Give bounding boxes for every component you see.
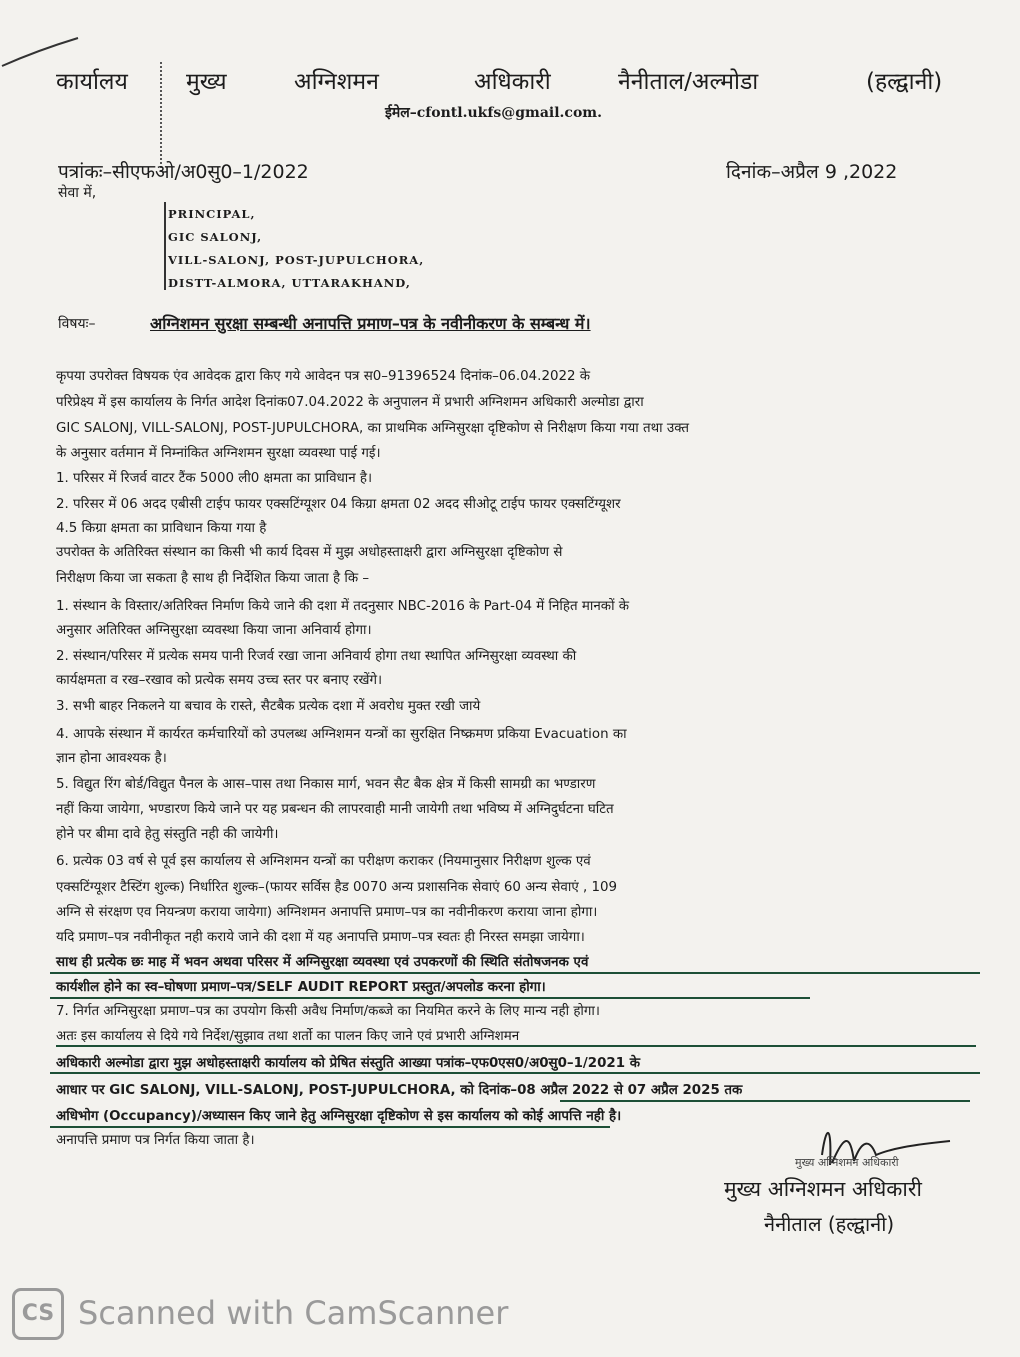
body-line: 3. सभी बाहर निकलने या बचाव के रास्ते, सैटबैक प्रत्येक दशा में अवरोध मुक्त रखी जाये: [56, 699, 481, 714]
green-underline: [56, 1045, 976, 1047]
body-line: अनुसार अतिरिक्त अग्निसुरक्षा व्यवस्था किया जाना अनिवार्य होगा।: [56, 623, 372, 638]
body-line: कार्यक्षमता व रख–रखाव को प्रत्येक समय उच्च स्तर पर बनाए रखेंगे।: [56, 673, 383, 688]
green-underline: [50, 1072, 980, 1074]
body-line: अग्नि से संरक्षण एव नियन्त्रण कराया जायेगा) अग्निशमन अनापत्ति प्रमाण–पत्र का नवीनीकरण कराया जाना होगा।: [56, 905, 598, 920]
body-line: 7. निर्गत अग्निसुरक्षा प्रमाण–पत्र का उपयोग किसी अवैध निर्माण/कब्जे का नियमित करने के लिए मान्य नही होगा।: [56, 1004, 600, 1019]
header-email: ईमेल–cfontl.ukfs@gmail.com.: [385, 105, 602, 121]
body-line: अनापत्ति प्रमाण पत्र निर्गत किया जाता है।: [56, 1133, 255, 1148]
body-line: के अनुसार वर्तमान में निम्नांकित अग्निशमन सुरक्षा व्यवस्था पाई गई।: [56, 446, 381, 461]
body-line: एक्सटिंग्यूशर टैस्टिंग शुल्क) निर्धारित शुल्क–(फायर सर्विस हैड 0070 अन्य प्रशासनिक सेवाएं 60 अन्य सेवाएं , 109: [56, 880, 618, 895]
body-line: 1. संस्थान के विस्तार/अतिरिक्त निर्माण किये जाने की दशा में तदनुसार NBC-2016 के Part-04 में निहित मानकों के: [56, 599, 630, 614]
body-line: निरीक्षण किया जा सकता है साथ ही निर्देशित किया जाता है कि –: [56, 571, 370, 586]
address-line: PRINCIPAL,: [168, 207, 256, 221]
signatory-title: मुख्य अग्निशमन अधिकारी: [724, 1177, 922, 1201]
body-line: अतः इस कार्यालय से दिये गये निर्देश/सुझाव तथा शर्तो का पालन किए जाने एवं प्रभारी अग्निशमन: [56, 1029, 520, 1044]
signatory-place: नैनीताल (हल्द्वानी): [764, 1212, 895, 1236]
body-line-highlighted: साथ ही प्रत्येक छः माह में भवन अथवा परिसर में अग्निसुरक्षा व्यवस्था एवं उपकरणों की स्थिति संतोषजनक एवं: [56, 955, 589, 970]
green-underline: [560, 1100, 970, 1102]
camscanner-watermark: Scanned with CamScanner: [78, 1294, 509, 1332]
body-line: नहीं किया जायेगा, भण्डारण किये जाने पर यह प्रबन्धन की लापरवाही मानी जायेगी तथा भविष्य में अग्निदुर्घटना घटित: [56, 802, 614, 817]
subject-label: विषयः–: [58, 316, 96, 332]
green-underline: [50, 997, 810, 999]
address-line: GIC SALONJ,: [168, 230, 263, 244]
body-line: 5. विद्युत रिंग बोर्ड/विद्युत पैनल के आस–पास तथा निकास मार्ग, भवन सैट बैक क्षेत्र में किसी सामग्री का भण्डारण: [56, 777, 596, 792]
body-line: कृपया उपरोक्त विषयक एंव आवेदक द्वारा किए गये आवेदन पत्र स0–91396524 दिनांक–06.04.2022 के: [56, 369, 591, 384]
margin-dotted-line: [160, 62, 164, 172]
header-haldwani: (हल्द्वानी): [866, 69, 943, 95]
camscanner-logo: CS: [12, 1288, 64, 1340]
body-line: होने पर बीमा दावे हेतु संस्तुति नही की जायेगी।: [56, 827, 279, 842]
header-location: नैनीताल/अल्मोडा: [618, 69, 759, 95]
address-bar: [164, 202, 166, 290]
signature-stamp-text: मुख्य अग्निशमन अधिकारी: [795, 1156, 899, 1169]
body-line: GIC SALONJ, VILL-SALONJ, POST-JUPULCHORA, का प्राथमिक अग्निसुरक्षा दृष्टिकोण से निरीक्षण किया गया तथा उक्त: [56, 421, 690, 436]
address-line: DISTT-ALMORA, UTTARAKHAND,: [168, 276, 411, 290]
body-line: परिप्रेक्ष्य में इस कार्यालय के निर्गत आदेश दिनांक07.04.2022 के अनुपालन में प्रभारी अग्निशमन अधिकारी अल्मोडा द्वारा: [56, 395, 644, 410]
body-line: उपरोक्त के अतिरिक्त संस्थान का किसी भी कार्य दिवस में मुझ अधोहस्ताक्षरी द्वारा अग्निसुरक्षा दृष्टिकोण से: [56, 545, 563, 560]
body-line: 4.5 किग्रा क्षमता का प्राविधान किया गया है: [56, 521, 267, 536]
green-underline: [50, 972, 980, 974]
body-line-highlighted: कार्यशील होने का स्व–घोषणा प्रमाण–पत्र/SELF AUDIT REPORT प्रस्तुत/अपलोड करना होगा।: [56, 980, 546, 995]
body-line-highlighted: आधार पर GIC SALONJ, VILL-SALONJ, POST-JUPULCHORA, को दिनांक–08 अप्रैल 2022 से 07 अप्रैल 2025 तक: [56, 1083, 743, 1098]
salutation-to: सेवा में,: [58, 185, 97, 201]
body-line: 6. प्रत्येक 03 वर्ष से पूर्व इस कार्यालय से अग्निशमन यन्त्रों का परीक्षण कराकर (नियमानुसार निरीक्षण शुल्क एवं: [56, 854, 591, 869]
body-line: यदि प्रमाण–पत्र नवीनीकृत नही कराये जाने की दशा में यह अनापत्ति प्रमाण–पत्र स्वतः ही निरस्त समझा जायेगा।: [56, 930, 585, 945]
header-fire: अग्निशमन: [294, 69, 379, 95]
letter-date: दिनांक–अप्रैल 9 ,2022: [726, 161, 898, 183]
reference-number: पत्रांकः–सीएफओ/अ0सु0–1/2022: [58, 161, 309, 183]
header-chief: मुख्य: [186, 69, 227, 95]
subject-text: अग्निशमन सुरक्षा सम्बन्धी अनापत्ति प्रमाण–पत्र के नवीनीकरण के सम्बन्ध में।: [150, 314, 591, 333]
body-line: 4. आपके संस्थान में कार्यरत कर्मचारियों को उपलब्ध अग्निशमन यन्त्रों का सुरक्षित निष्क्रमण प्रकिया Evacuation का: [56, 727, 627, 742]
green-underline: [50, 1126, 610, 1128]
header-office: कार्यालय: [56, 69, 128, 95]
header-officer: अधिकारी: [474, 69, 551, 95]
body-line: 2. संस्थान/परिसर में प्रत्येक समय पानी रिजर्व रखा जाना अनिवार्य होगा तथा स्थापित अग्निसुरक्षा व्यवस्था की: [56, 649, 577, 664]
body-line-highlighted: अधिकारी अल्मोडा द्वारा मुझ अधोहस्ताक्षरी कार्यालय को प्रेषित संस्तुति आख्या पत्रांक–एफ0एस0/अ0सु0–1/2021 के: [56, 1056, 641, 1071]
body-line: ज्ञान होना आवश्यक है।: [56, 751, 167, 766]
body-line: 1. परिसर में रिजर्व वाटर टैंक 5000 ली0 क्षमता का प्राविधान है।: [56, 471, 373, 486]
body-line-highlighted: अधिभोग (Occupancy)/अध्यासन किए जाने हेतु अग्निसुरक्षा दृष्टिकोण से इस कार्यालय को कोई आपत्ति नही है।: [56, 1109, 622, 1124]
address-line: VILL-SALONJ, POST-JUPULCHORA,: [168, 253, 425, 267]
body-line: 2. परिसर में 06 अदद एबीसी टाईप फायर एक्सटिंग्यूशर 04 किग्रा क्षमता 02 अदद सीओटू टाईप फायर एक्सटिंग्यूशर: [56, 497, 621, 512]
